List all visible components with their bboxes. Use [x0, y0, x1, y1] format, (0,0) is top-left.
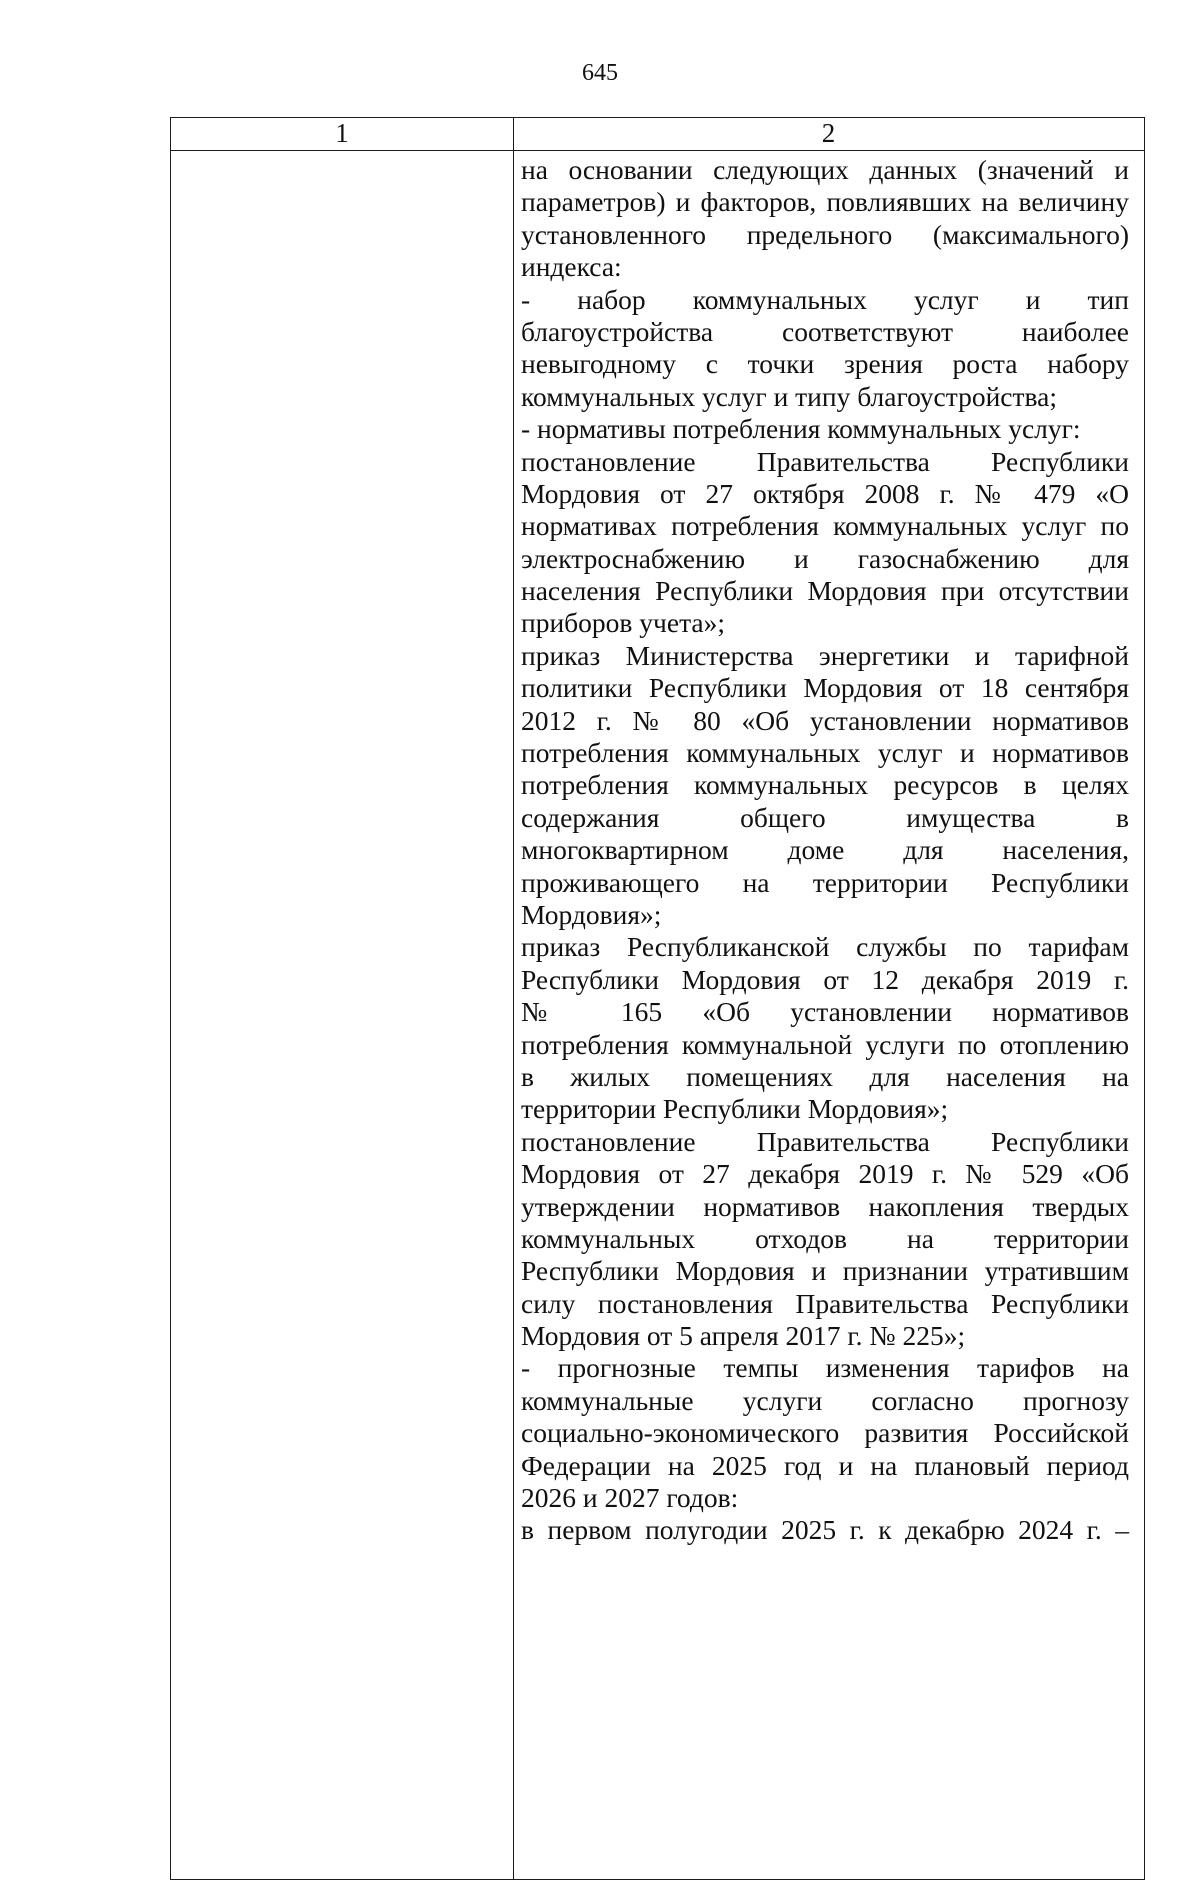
text-line: силу постановления Правительства Республики: [521, 1287, 1129, 1319]
text-line: Федерации на 2025 год и на плановый период: [521, 1449, 1129, 1481]
text-line: невыгодному с точки зрения роста набору: [521, 348, 1129, 380]
text-line: Мордовия от 5 апреля 2017 г. № 225»;: [521, 1320, 966, 1352]
text-line: Республики Мордовия и признании утратившим: [521, 1255, 1129, 1287]
column-1-header: 1: [335, 118, 349, 148]
text-line: установленного предельного (максимального): [521, 218, 1129, 250]
text-line: на основании следующих данных (значений и: [521, 154, 1129, 185]
text-line: 2026 и 2027 годов:: [521, 1482, 739, 1514]
column-2-cell-text: [521, 154, 1129, 1547]
text-line: населения Республики Мордовия при отсутствии: [521, 575, 1129, 607]
text-line: индекса:: [521, 251, 622, 283]
text-line: - прогнозные темпы изменения тарифов на: [521, 1352, 1129, 1384]
document-table: [170, 117, 1145, 1880]
text-line: коммунальных услуг и типу благоустройства;: [521, 380, 1057, 412]
text-line: потребления коммунальной услуги по отоплению: [521, 1028, 1129, 1060]
text-line: Мордовия от 27 декабря 2019 г. № 529 «Об: [521, 1158, 1129, 1190]
text-line: утверждении нормативов накопления твердых: [521, 1190, 1129, 1222]
text-line: территории Республики Мордовия»;: [521, 1093, 949, 1125]
column-2-header: 2: [821, 118, 836, 148]
text-line: Мордовия»;: [521, 898, 662, 930]
text-line: потребления коммунальных ресурсов в целях: [521, 769, 1129, 801]
text-line: нормативах потребления коммунальных услуг по: [521, 510, 1129, 542]
text-line: Мордовия от 27 октября 2008 г. № 479 «О: [521, 477, 1129, 509]
text-line: благоустройства соответствуют наиболее: [521, 315, 1129, 347]
table-header-row: [171, 118, 1144, 151]
text-line: приказ Министерства энергетики и тарифной: [521, 639, 1129, 671]
text-line: в жилых помещениях для населения на: [521, 1060, 1129, 1092]
text-line: постановление Правительства Республики: [521, 1125, 1129, 1157]
text-line: приборов учета»;: [521, 607, 726, 639]
text-line: № 165 «Об установлении нормативов: [521, 996, 1129, 1028]
text-line: коммунальных отходов на территории: [521, 1222, 1129, 1254]
page-number: 645: [582, 60, 618, 86]
text-line: 2012 г. № 80 «Об установлении нормативов: [521, 704, 1129, 736]
text-line: приказ Республиканской службы по тарифам: [521, 931, 1129, 963]
text-line: в первом полугодии 2025 г. к декабрю 2024 г. –: [521, 1514, 1129, 1546]
text-line: - набор коммунальных услуг и тип: [521, 283, 1129, 315]
column-divider: [513, 118, 514, 1879]
text-line: параметров) и факторов, повлиявших на величину: [521, 186, 1129, 218]
text-line: содержания общего имущества в: [521, 801, 1129, 833]
text-line: - нормативы потребления коммунальных услуг:: [521, 413, 1081, 445]
text-line: электроснабжению и газоснабжению для: [521, 542, 1129, 574]
text-line: коммунальные услуги согласно прогнозу: [521, 1384, 1129, 1416]
text-line: Республики Мордовия от 12 декабря 2019 г.: [521, 963, 1129, 995]
text-line: многоквартирном доме для населения,: [521, 834, 1129, 866]
text-line: потребления коммунальных услуг и нормативов: [521, 737, 1129, 769]
text-line: проживающего на территории Республики: [521, 866, 1129, 898]
text-line: политики Республики Мордовия от 18 сентября: [521, 672, 1129, 704]
text-line: постановление Правительства Республики: [521, 445, 1129, 477]
text-line: социально-экономического развития Российской: [521, 1417, 1129, 1449]
